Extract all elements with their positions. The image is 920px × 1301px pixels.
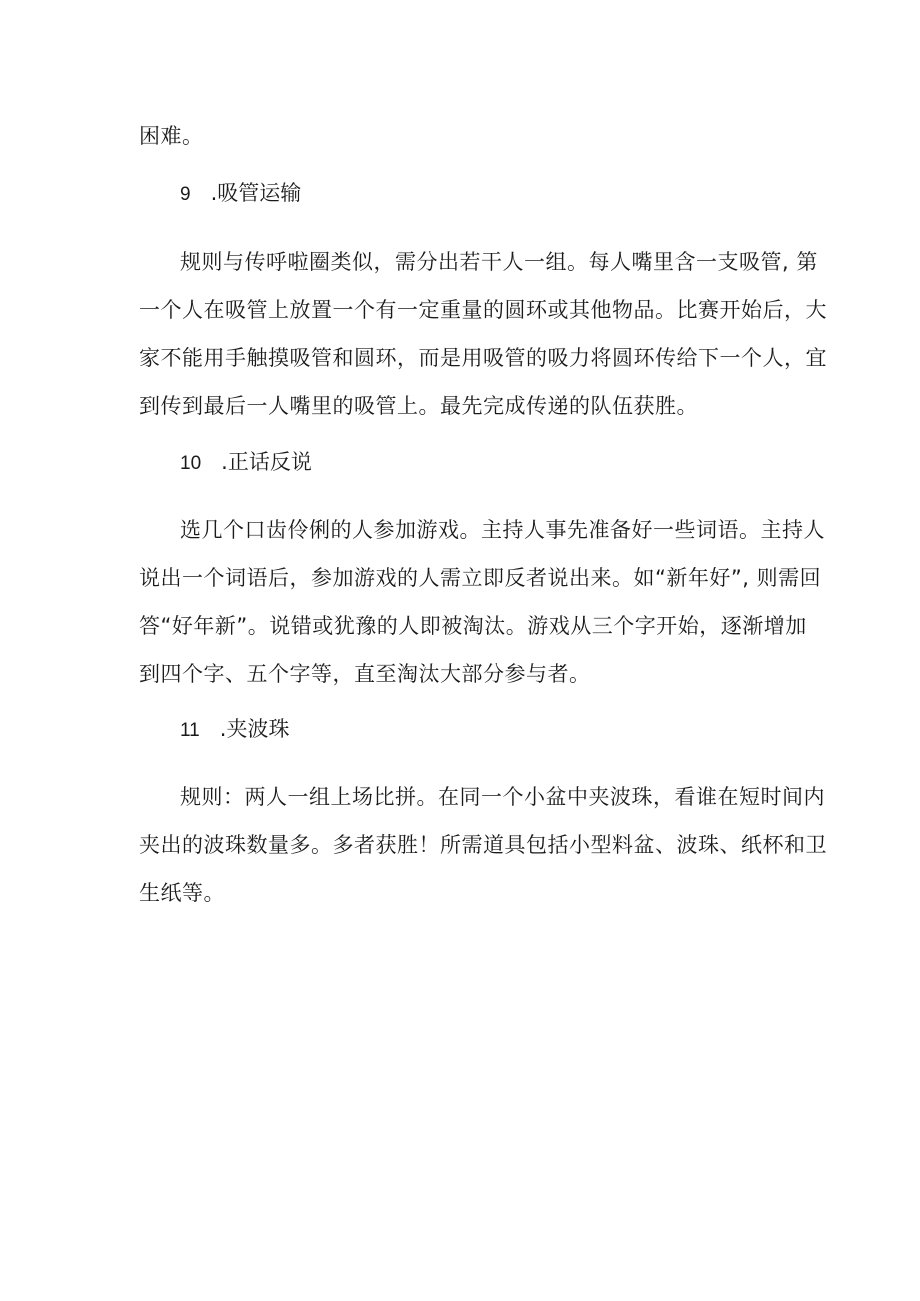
section-number: 10 — [180, 453, 202, 474]
paragraph-line: 家不能用手触摸吸管和圆环，而是用吸管的吸力将圆环传给下一个人，宜 — [139, 346, 827, 370]
paragraph-line: 夹出的波珠数量多。多者获胜！所需道具包括小型料盆、波珠、纸杯和卫 — [139, 833, 827, 857]
paragraph-line: 选几个口齿伶俐的人参加游戏。主持人事先准备好一些词语。主持人 — [180, 518, 825, 542]
paragraph-line: 到四个字、五个字等，直至淘汰大部分参与者。 — [139, 662, 591, 686]
paragraph-line: 生纸等。 — [139, 881, 225, 905]
section-heading-11 — [180, 714, 289, 746]
section-title: .吸管运输 — [210, 181, 302, 205]
paragraph-line: 困难。 — [139, 124, 204, 148]
section-title: .夹波珠 — [219, 717, 290, 741]
section-number: 11 — [180, 720, 200, 741]
paragraph-line: 一个人在吸管上放置一个有一定重量的圆环或其他物品。比赛开始后，大 — [139, 298, 827, 322]
section-heading-9 — [180, 178, 301, 210]
paragraph-line: 规则：两人一组上场比拼。在同一个小盆中夹波珠，看谁在短时间内 — [180, 785, 825, 809]
paragraph-line: 答“好年新”。说错或犹豫的人即被淘汰。游戏从三个字开始，逐渐增加 — [139, 614, 807, 638]
section-heading-10 — [180, 447, 312, 479]
paragraph-line: 规则与传呼啦圈类似，需分出若干人一组。每人嘴里含一支吸管, 第 — [180, 250, 818, 274]
paragraph-line: 说出一个词语后，参加游戏的人需立即反者说出来。如“新年好”, 则需回 — [139, 566, 822, 590]
section-title: .正话反说 — [221, 450, 312, 474]
paragraph-line: 到传到最后一人嘴里的吸管上。最先完成传递的队伍获胜。 — [139, 394, 698, 418]
section-number: 9 — [180, 184, 191, 205]
